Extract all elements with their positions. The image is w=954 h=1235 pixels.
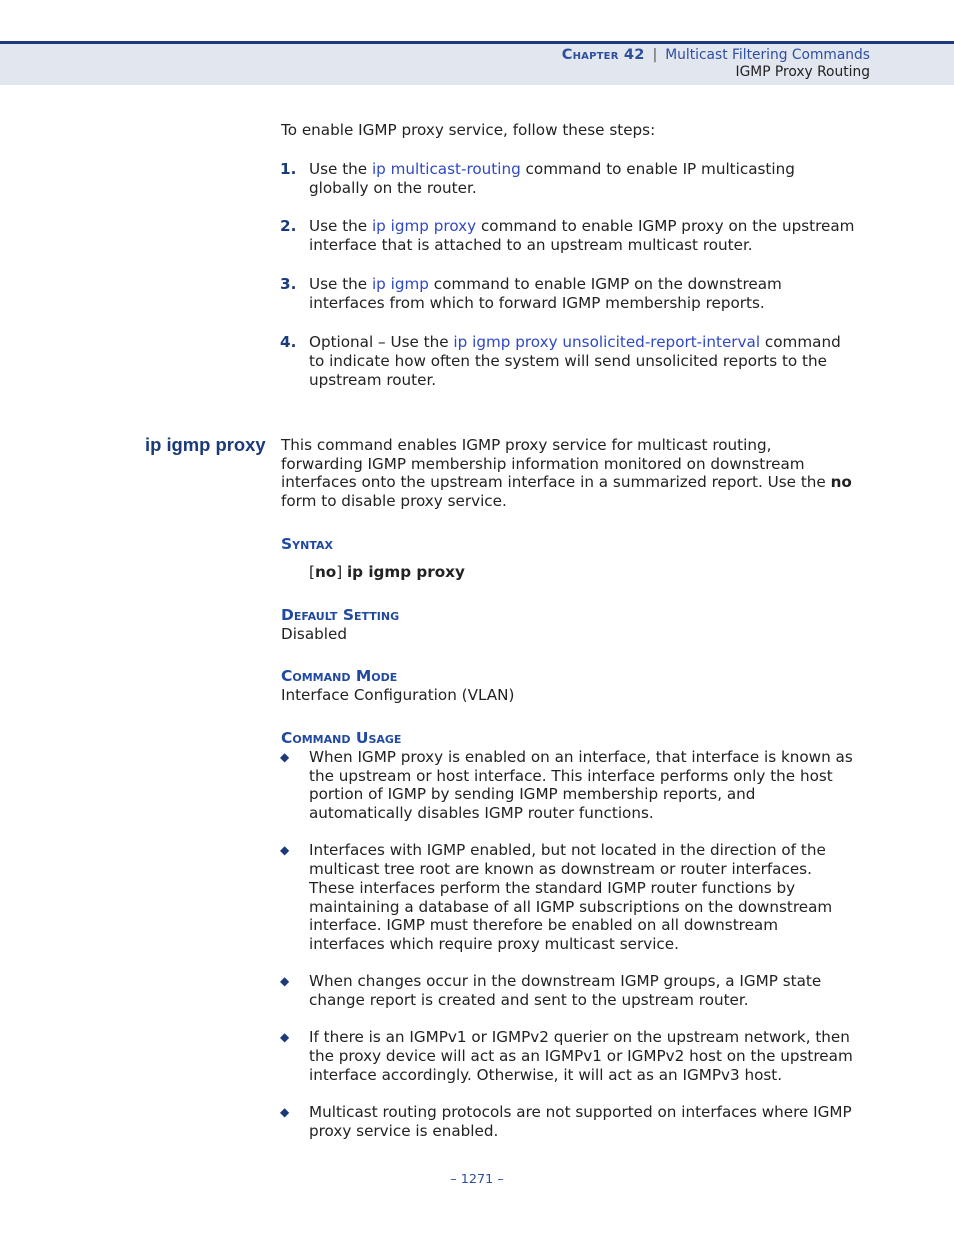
usage-line: change report is created and sent to the upstream router.	[309, 991, 749, 1009]
usage-line: Interfaces with IGMP enabled, but not located in the direction of the	[309, 841, 826, 859]
usage-line: automatically disables IGMP router functions.	[309, 804, 654, 822]
step-line: globally on the router.	[309, 179, 477, 197]
keyword-no: no	[830, 473, 852, 491]
default-setting-heading: Default Setting	[281, 606, 400, 624]
step-number: 4.	[280, 333, 297, 351]
step-number: 3.	[280, 275, 297, 293]
step-line	[309, 160, 795, 179]
header-chapter	[562, 46, 870, 63]
step-line: interface that is attached to an upstream multicast router.	[309, 236, 753, 254]
diamond-bullet-icon: ◆	[280, 843, 290, 857]
link-ip-igmp-proxy-unsolicited-report-interval[interactable]: ip igmp proxy unsolicited-report-interval	[453, 333, 761, 351]
step-line: interfaces from which to forward IGMP membership reports.	[309, 294, 765, 312]
command-heading: ip igmp proxy	[145, 434, 266, 455]
diamond-bullet-icon: ◆	[280, 1105, 290, 1119]
step-line: upstream router.	[309, 371, 437, 389]
step-text: Optional – Use the	[309, 333, 454, 351]
usage-line: When changes occur in the downstream IGMP groups, a IGMP state	[309, 972, 822, 990]
step-text: command	[760, 333, 841, 351]
command-mode-heading: Command Mode	[281, 667, 398, 685]
section-title: IGMP Proxy Routing	[735, 64, 870, 80]
step-text: Use the	[309, 160, 372, 178]
step-line	[309, 333, 841, 352]
step-line: to indicate how often the system will send unsolicited reports to the	[309, 352, 827, 370]
default-setting-value: Disabled	[281, 625, 347, 643]
syntax-line	[309, 563, 465, 582]
command-usage-heading: Command Usage	[281, 729, 402, 747]
chapter-title: Multicast Filtering Commands	[665, 47, 870, 63]
usage-line: When IGMP proxy is enabled on an interface, that interface is known as	[309, 748, 853, 766]
diamond-bullet-icon: ◆	[280, 974, 290, 988]
step-line	[309, 275, 782, 294]
link-ip-igmp[interactable]: ip igmp	[371, 275, 429, 293]
step-text: Use the	[309, 275, 372, 293]
page-number: – 1271 –	[450, 1172, 504, 1187]
step-line	[309, 217, 854, 236]
chapter-label: Chapter 42	[561, 46, 645, 63]
syntax-command: ip igmp proxy	[346, 563, 465, 581]
usage-line: interface accordingly. Otherwise, it will act as an IGMPv3 host.	[309, 1066, 783, 1084]
bracket: ]	[336, 563, 343, 581]
step-number: 1.	[280, 160, 297, 178]
keyword-no: no	[314, 563, 337, 581]
usage-line: the upstream or host interface. This interface performs only the host	[309, 767, 833, 785]
diamond-bullet-icon: ◆	[280, 750, 290, 764]
usage-line: If there is an IGMPv1 or IGMPv2 querier on the upstream network, then	[309, 1028, 850, 1046]
step-text: command to enable IGMP on the downstream	[428, 275, 782, 293]
bracket: [	[309, 563, 315, 581]
usage-line: portion of IGMP by sending IGMP membership reports, and	[309, 785, 756, 803]
description-text: interfaces onto the upstream interface in a summarized report. Use the	[281, 473, 831, 491]
step-text: Use the	[309, 217, 372, 235]
usage-line: multicast tree root are known as downstream or router interfaces.	[309, 860, 812, 878]
usage-line: interfaces which require proxy multicast service.	[309, 935, 679, 953]
command-mode-value: Interface Configuration (VLAN)	[281, 686, 515, 704]
usage-line: the proxy device will act as an IGMPv1 or IGMPv2 host on the upstream	[309, 1047, 853, 1065]
step-number: 2.	[280, 217, 297, 235]
command-description: form to disable proxy service.	[281, 492, 507, 510]
syntax-heading: Syntax	[281, 535, 333, 553]
usage-line: maintaining a database of all IGMP subscriptions on the downstream	[309, 898, 833, 916]
step-text: command to enable IP multicasting	[520, 160, 795, 178]
link-ip-multicast-routing[interactable]: ip multicast-routing	[371, 160, 521, 178]
usage-line: proxy service is enabled.	[309, 1122, 499, 1140]
step-text: command to enable IGMP proxy on the upstream	[476, 217, 855, 235]
intro-text: To enable IGMP proxy service, follow these steps:	[281, 121, 656, 139]
header-separator: |	[652, 47, 658, 63]
diamond-bullet-icon: ◆	[280, 1030, 290, 1044]
usage-line: interface. IGMP must therefore be enabled on all downstream	[309, 916, 779, 934]
usage-line: These interfaces perform the standard IGMP router functions by	[309, 879, 796, 897]
link-ip-igmp-proxy[interactable]: ip igmp proxy	[371, 217, 477, 235]
command-description	[281, 473, 852, 492]
command-description: This command enables IGMP proxy service for multicast routing,	[281, 436, 772, 454]
usage-line: Multicast routing protocols are not supported on interfaces where IGMP	[309, 1103, 852, 1121]
command-description: forwarding IGMP membership information monitored on downstream	[281, 455, 805, 473]
